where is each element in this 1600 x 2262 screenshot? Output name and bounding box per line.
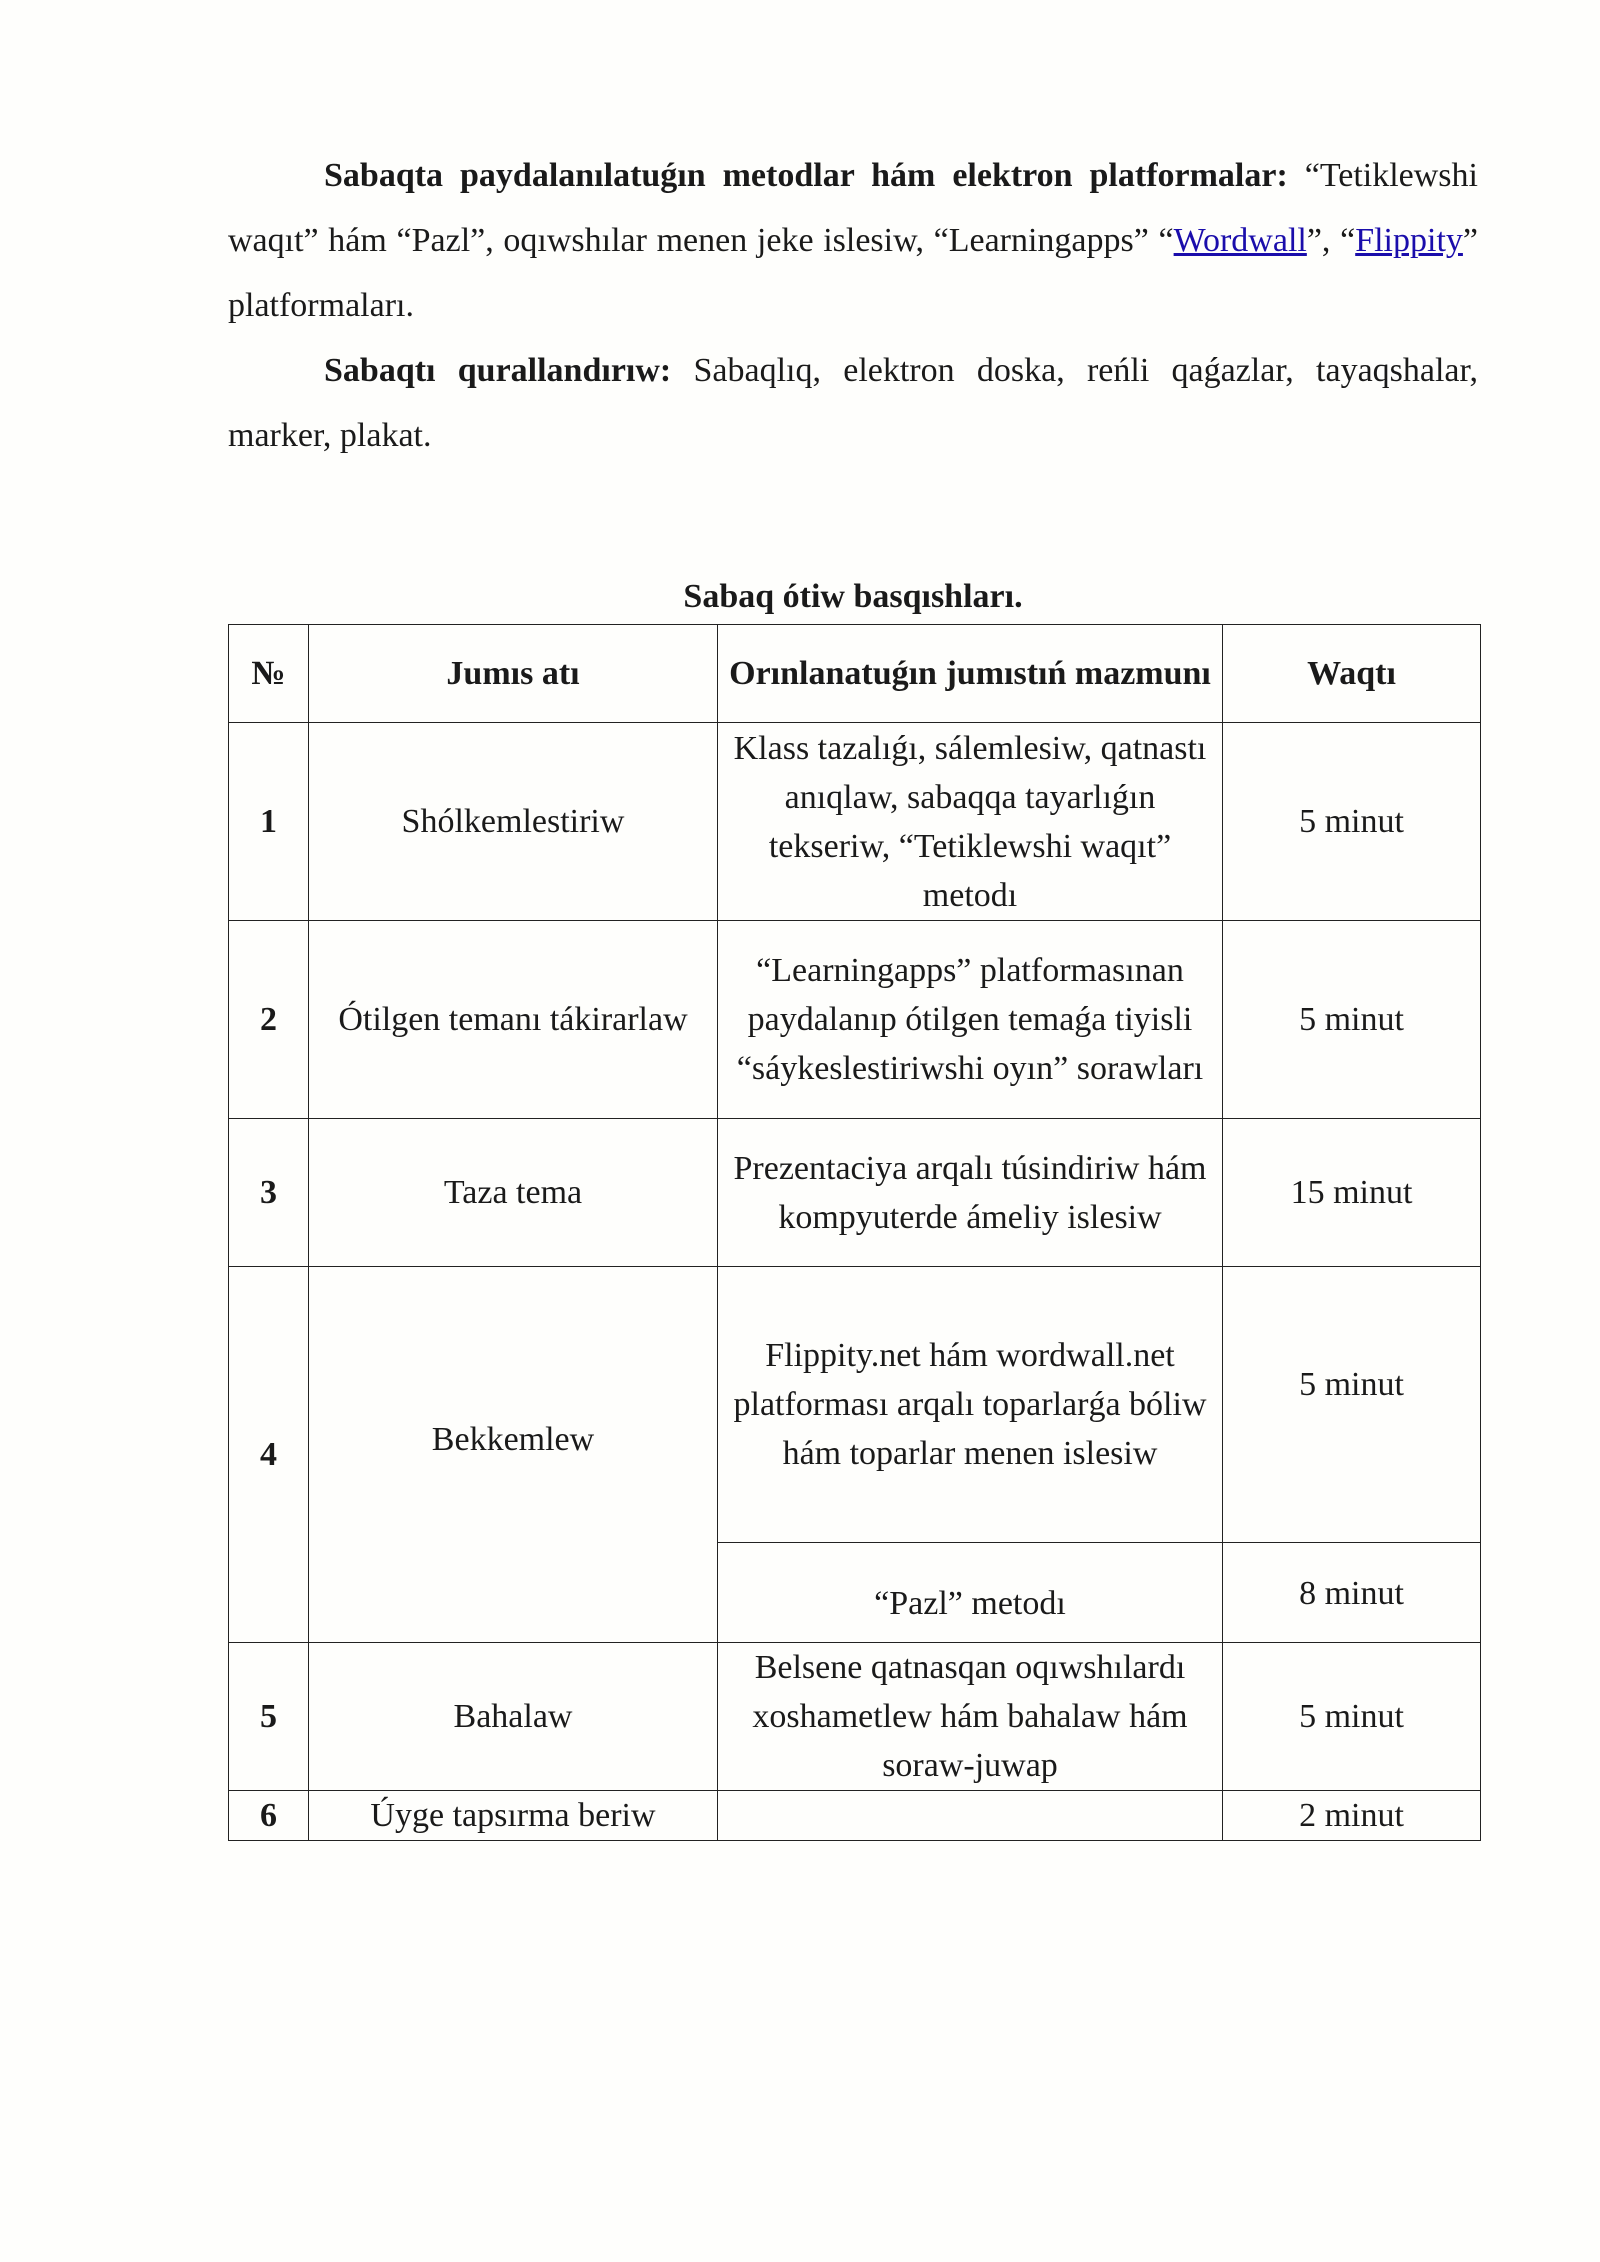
row-number: 4 bbox=[229, 1267, 309, 1643]
row-time: 5 minut bbox=[1223, 1643, 1481, 1791]
equipment-paragraph bbox=[228, 338, 1478, 468]
wordwall-link[interactable]: Wordwall bbox=[1173, 222, 1307, 259]
header-time: Waqtı bbox=[1223, 625, 1481, 723]
row-task-content: Klass tazalıǵı, sálemlesiw, qatnastı anıqlaw, sabaqqa tayarlıǵın tekseriw, “Tetiklewshi waqıt” metodı bbox=[718, 723, 1223, 921]
equipment-text: Sabaqlıq, elektron doska, reńli qaǵazlar, tayaqshalar, marker, plakat. bbox=[228, 352, 1478, 454]
table-row bbox=[229, 1643, 1481, 1791]
header-task-content: Orınlanatuǵın jumıstıń mazmunı bbox=[718, 625, 1223, 723]
table-row bbox=[229, 723, 1481, 921]
row-time: 5 minut bbox=[1223, 921, 1481, 1119]
row-number: 2 bbox=[229, 921, 309, 1119]
table-caption: Sabaq ótiw basqıshları. bbox=[683, 578, 1023, 615]
row-task-content: Belsene qatnasqan oqıwshılardı xoshametlew hám bahalaw hám soraw-juwap bbox=[718, 1643, 1223, 1791]
row-number: 6 bbox=[229, 1791, 309, 1841]
methods-text-3: ” platformaları. bbox=[228, 222, 1478, 324]
row-time: 5 minut bbox=[1223, 723, 1481, 921]
row-number: 1 bbox=[229, 723, 309, 921]
row-task-name: Ótilgen temanı tákirarlaw bbox=[309, 921, 718, 1119]
row-time: 15 minut bbox=[1223, 1119, 1481, 1267]
row-task-name: Bahalaw bbox=[309, 1643, 718, 1791]
row-task-content: Prezentaciya arqalı túsindiriw hám kompyuterde ámeliy islesiw bbox=[718, 1119, 1223, 1267]
table-row bbox=[229, 1267, 1481, 1543]
row-time: 2 minut bbox=[1223, 1791, 1481, 1841]
row-task-name: Úyge tapsırma beriw bbox=[309, 1791, 718, 1841]
header-number: № bbox=[229, 625, 309, 723]
row-task-name: Taza tema bbox=[309, 1119, 718, 1267]
methods-text-1: “Tetiklewshi waqıt” hám “Pazl”, oqıwshılar menen jeke islesiw, “Learningapps” “ bbox=[228, 157, 1478, 259]
row-task-content: “Learningapps” platformasınan paydalanıp ótilgen temaǵa tiyisli “sáykeslestiriwshi oyın” sorawları bbox=[718, 921, 1223, 1119]
methods-text-2: ”, “ bbox=[1306, 222, 1356, 259]
methods-label: Sabaqta paydalanılatuǵın metodlar hám elektron platformalar: bbox=[324, 157, 1288, 194]
row-time: 8 minut bbox=[1223, 1543, 1481, 1643]
equipment-label: Sabaqtı qurallandırıw: bbox=[324, 352, 672, 389]
table-header-row bbox=[229, 625, 1481, 723]
methods-paragraph bbox=[228, 143, 1478, 338]
table-row bbox=[229, 1791, 1481, 1841]
row-task-name: Bekkemlew bbox=[309, 1267, 718, 1643]
row-task-content: Flippity.net hám wordwall.net platforması arqalı toparlarǵa bóliw hám toparlar menen islesiw bbox=[718, 1267, 1223, 1543]
row-number: 3 bbox=[229, 1119, 309, 1267]
lesson-stages-table bbox=[228, 624, 1481, 1841]
table-row bbox=[229, 1119, 1481, 1267]
row-time: 5 minut bbox=[1223, 1267, 1481, 1543]
flippity-link[interactable]: Flippity bbox=[1355, 222, 1463, 259]
row-task-name: Shólkemlestiriw bbox=[309, 723, 718, 921]
table-row bbox=[229, 921, 1481, 1119]
row-task-content bbox=[718, 1791, 1223, 1841]
header-task-name: Jumıs atı bbox=[309, 625, 718, 723]
row-task-content: “Pazl” metodı bbox=[718, 1543, 1223, 1643]
row-number: 5 bbox=[229, 1643, 309, 1791]
